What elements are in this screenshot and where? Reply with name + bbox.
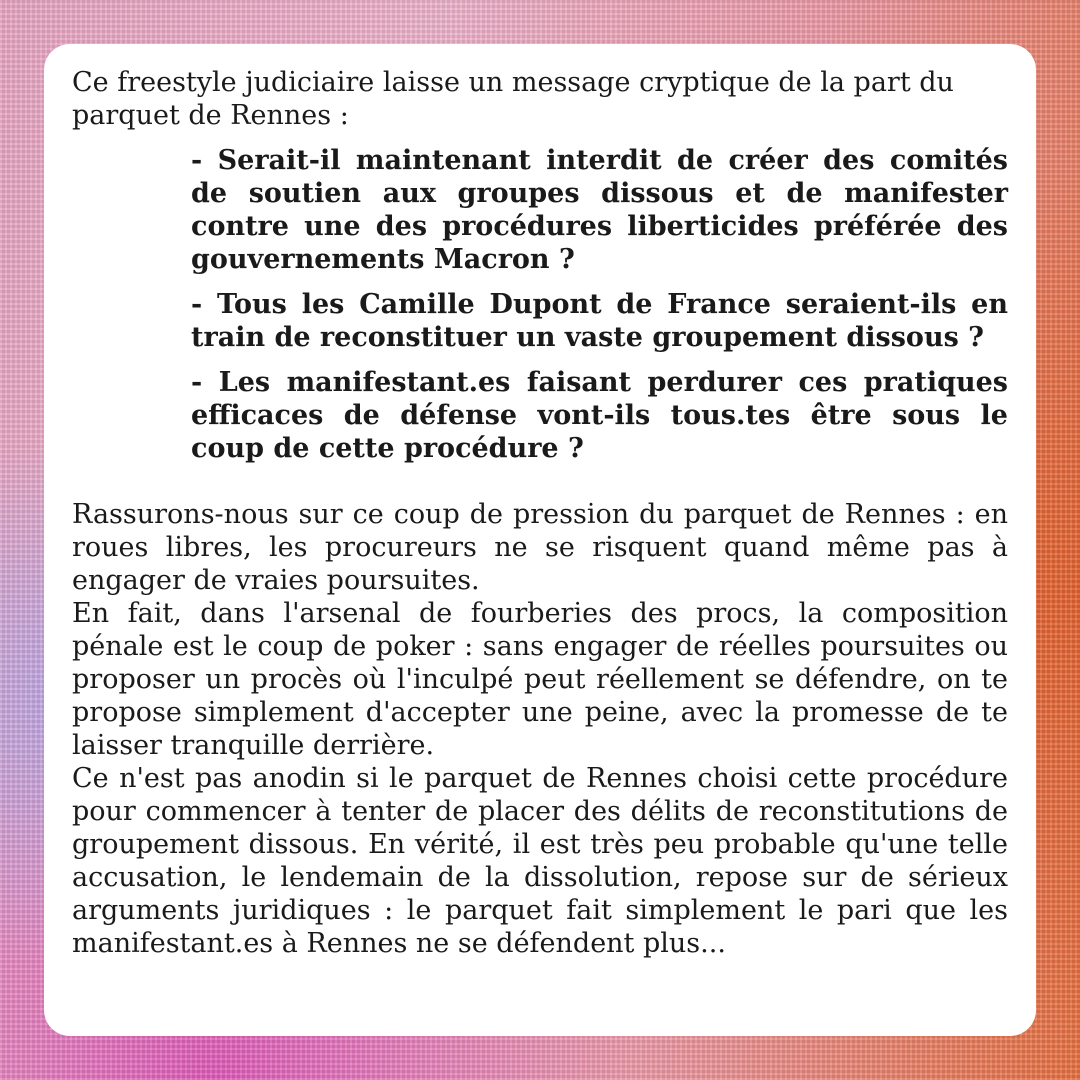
question-list bbox=[191, 144, 1008, 465]
body-paragraph: En fait, dans l'arsenal de fourberies des procs, la composition pénale est le coup de poker : sans engager de réelles poursuites ou proposer un procès où l'inculpé peut réellement se défendre, on te propose simplement d'accepter une peine, avec la promesse de te laisser tranquille derrière. bbox=[72, 598, 1008, 761]
question-item: - Serait-il maintenant interdit de créer des comités de soutien aux groupes dissous et de manifester contre une des procédures liberticides préférée des gouvernements Macron ? bbox=[191, 145, 1008, 275]
body-paragraph: Rassurons-nous sur ce coup de pression du parquet de Rennes : en roues libres, les procureurs ne se risquent quand même pas à engager de vraies poursuites. bbox=[72, 499, 1008, 596]
body-paragraph: Ce n'est pas anodin si le parquet de Rennes choisi cette procédure pour commencer à tenter de placer des délits de reconstitutions de groupement dissous. En vérité, il est très peu probable qu'une telle accusation, le lendemain de la dissolution, repose sur de sérieux arguments juridiques : le parquet fait simplement le pari que les manifestant.es à Rennes ne se défendent plus... bbox=[72, 763, 1008, 959]
text-card bbox=[44, 44, 1036, 1036]
question-item: - Les manifestant.es faisant perdurer ces pratiques efficaces de défense vont-ils tous.tes être sous le coup de cette procédure ? bbox=[191, 367, 1008, 464]
intro-text: Ce freestyle judiciaire laisse un message cryptique de la part du parquet de Rennes : bbox=[72, 67, 954, 131]
question-item: - Tous les Camille Dupont de France seraient-ils en train de reconstituer un vaste groupement dissous ? bbox=[191, 289, 1008, 353]
